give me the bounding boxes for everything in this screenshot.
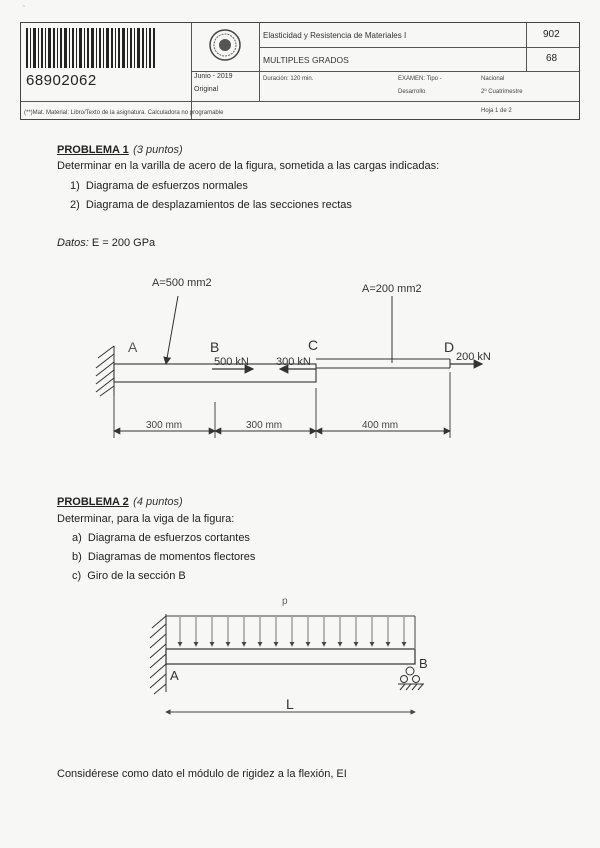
problem-2-item-a: a) Diagrama de esfuerzos cortantes <box>72 532 250 544</box>
problem-2-points: (4 puntos) <box>133 496 183 508</box>
problem-2-statement: Determinar, para la viga de la figura: <box>57 513 235 525</box>
page-number: Hoja 1 de 2 <box>481 108 512 114</box>
area-label-1: A=500 mm2 <box>152 277 212 289</box>
course-name: Elasticidad y Resistencia de Materiales I <box>263 31 407 40</box>
problem-1-title: PROBLEMA 1 <box>57 144 129 156</box>
dim-1-label: 300 mm <box>146 420 183 431</box>
session-date: Junio - 2019 <box>194 73 233 80</box>
fixed-wall-2 <box>150 614 166 694</box>
area-label-2: A=200 mm2 <box>362 283 422 295</box>
allowed-material: (**)Mat. Material: Libro/Texto de la asignatura. Calculadora no programable <box>24 110 224 116</box>
load-b-label: 500 kN <box>214 356 249 368</box>
problem-1-statement: Determinar en la varilla de acero de la figura, sometida a las cargas indicadas: <box>57 160 440 172</box>
problem-2-title: PROBLEMA 2 <box>57 496 129 508</box>
problem-1-heading <box>57 140 183 158</box>
duration: Duración: 120 min. <box>263 76 314 82</box>
problem-1-item-2: 2) Diagrama de desplazamientos de las secciones rectas <box>70 199 352 211</box>
course-code: 902 <box>543 29 560 40</box>
problem-1-figure <box>90 268 510 448</box>
point-c-label: C <box>308 337 319 353</box>
scope: Nacional <box>481 76 505 82</box>
semester: 2º Cuatrimestre <box>481 89 523 95</box>
problem-1-item-1: 1) Diagrama de esfuerzos normales <box>70 180 248 192</box>
distributed-load-arrows <box>180 617 404 646</box>
problem-1-points: (3 puntos) <box>133 144 183 156</box>
dim-3-label: 400 mm <box>362 420 399 431</box>
problem-2-item-b: b) Diagramas de momentos flectores <box>72 551 256 563</box>
exam-type: EXAMEN: Tipo - <box>398 76 442 82</box>
problem-2-footnote: Considérese como dato el módulo de rigidez a la flexión, EI <box>57 768 347 780</box>
dim-2-label: 300 mm <box>246 420 283 431</box>
exam-type-2: Desarrollo <box>398 89 426 95</box>
load-c-label: 300 kN <box>276 356 311 368</box>
point-a2-label: A <box>170 668 179 683</box>
university-seal-icon <box>208 28 242 62</box>
load-d-label: 200 kN <box>456 351 491 363</box>
point-b-label: B <box>210 339 220 355</box>
point-b2-label: B <box>419 656 428 671</box>
degree-code: 68 <box>546 53 558 64</box>
problem-2-item-c: c) Giro de la sección B <box>72 570 186 582</box>
degree-name: MULTIPLES GRADOS <box>263 55 349 65</box>
problem-1-data: Datos: E = 200 GPa <box>57 237 156 249</box>
length-label: L <box>286 696 294 712</box>
fixed-wall-1 <box>96 346 114 396</box>
session-type: Original <box>194 86 219 93</box>
problem-2-heading <box>57 492 183 510</box>
problem-2-figure <box>140 592 440 724</box>
beam <box>166 649 415 664</box>
load-p-label: p <box>282 596 288 607</box>
corner-mark: ~ <box>22 4 26 10</box>
point-d-label: D <box>444 339 455 355</box>
point-a-label: A <box>128 339 138 355</box>
barcode-number: 68902062 <box>26 72 97 89</box>
barcode-image <box>26 28 156 68</box>
